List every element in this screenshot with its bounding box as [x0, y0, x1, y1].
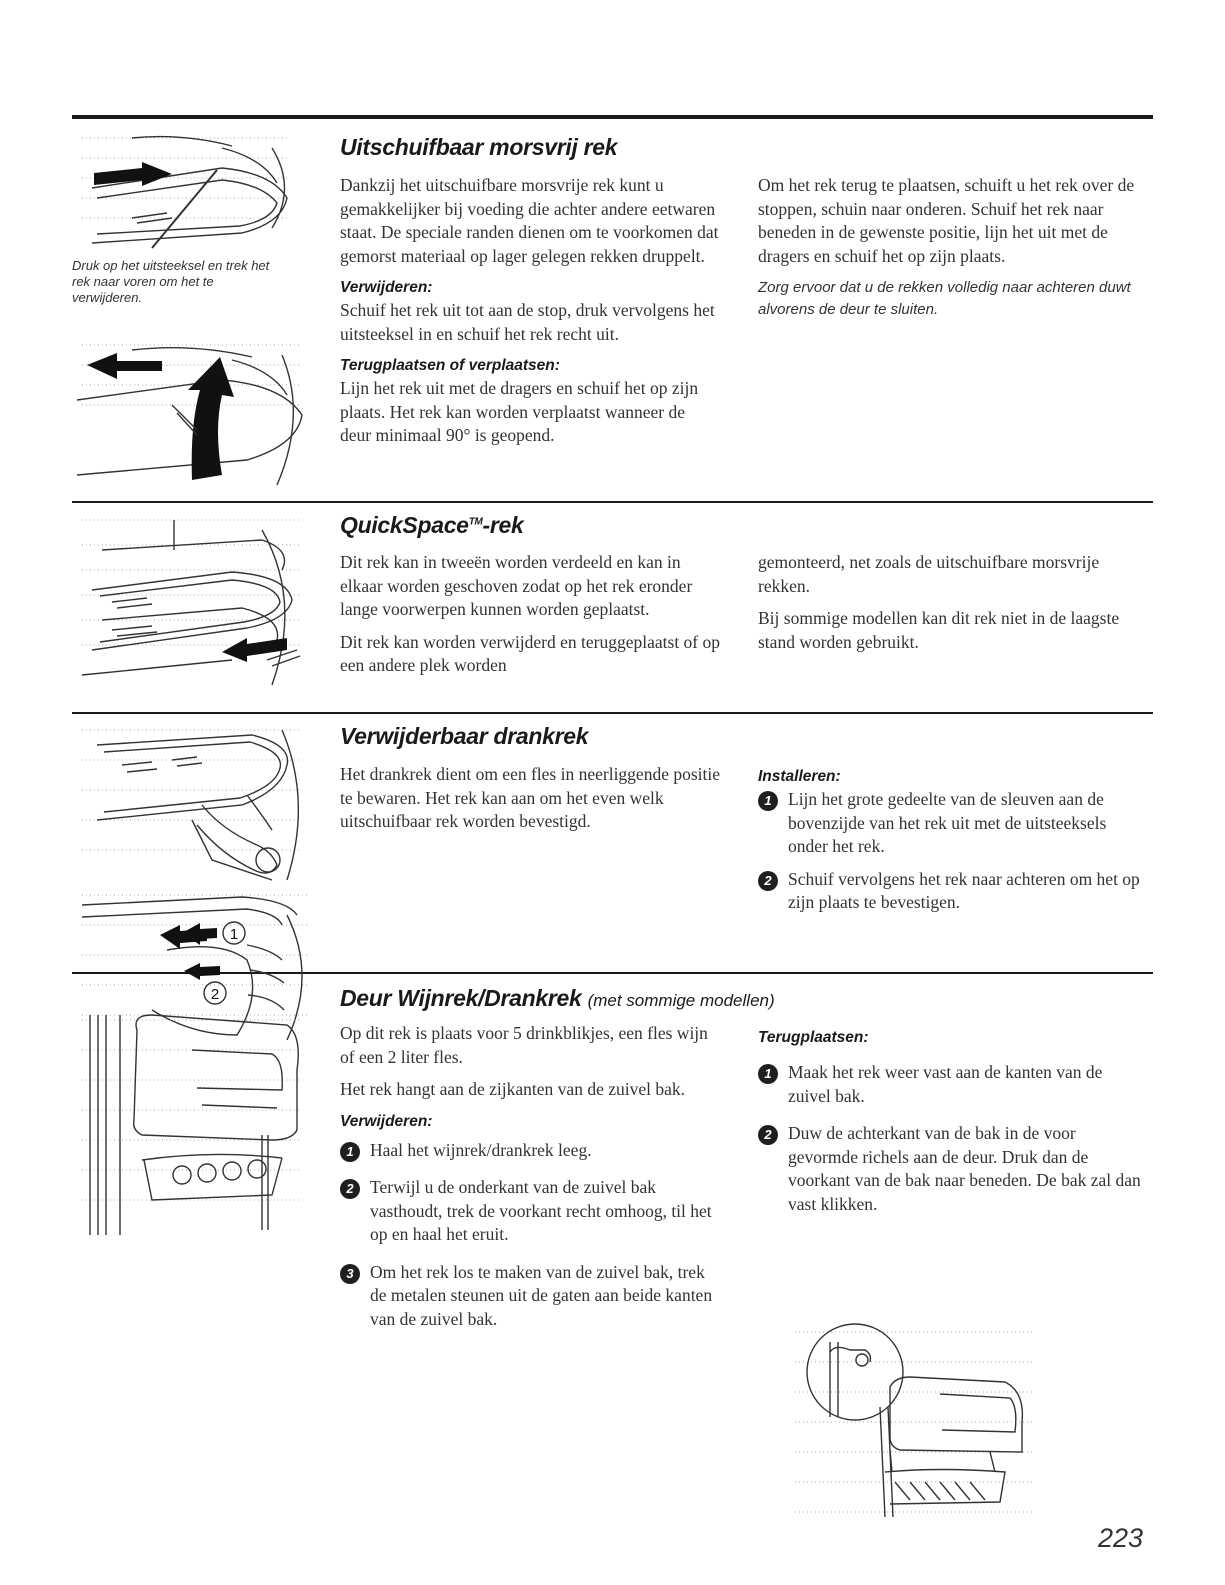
- section2-left-column: [340, 551, 720, 687]
- section-title-deur-wijnrek: [340, 985, 775, 1012]
- replace-step: [758, 1122, 1148, 1216]
- section1-right-text: Om het rek terug te plaatsen, schuift u het rek over de stoppen, schuin naar onderen. Schuif het rek naar beneden in de gewenste positie, lijn het uit met de dragers en schuif het op zijn plaats.: [758, 175, 1135, 266]
- deur-wijnrek-title: Deur Wijnrek/Drankrek: [340, 985, 582, 1011]
- quickspace-p2: Dit rek kan worden verwijderd en teruggeplaatst of op een andere plek worden: [340, 631, 721, 675]
- install-step-text: Schuif vervolgens het rek naar achteren om het op zijn plaats te bevestigen.: [788, 868, 1140, 912]
- replace-heading: Terugplaatsen of verplaatsen:: [340, 357, 560, 374]
- replace-step: [758, 1061, 1148, 1108]
- shelf-caption: Druk op het uitsteeksel en trek het rek naar voren om het te verwijderen.: [72, 258, 270, 305]
- drankrek-intro: Het drankrek dient om een fles in neerliggende positie te bewaren. Het rek kan aan om het even welk uitschuifbaar rek worden bevestigd.: [340, 764, 721, 831]
- section4-left-column: [340, 1022, 725, 1340]
- step-number-badge: 2: [758, 871, 778, 891]
- section-title-quickspace: [340, 512, 524, 539]
- slide-out-shelf-illustration-1: [72, 128, 297, 258]
- remove-step-text: Terwijl u de onderkant van de zuivel bak vasthoudt, trek de voorkant recht omhoog, til het op en haal het eruit.: [370, 1177, 712, 1244]
- section1-note: Zorg ervoor dat u de rekken volledig naar achteren duwt alvorens de deur te sluiten.: [758, 279, 1131, 318]
- remove-heading-deur: Verwijderen:: [340, 1112, 433, 1130]
- quickspace-p3: gemonteerd, net zoals de uitschuifbare morsvrije rekken.: [758, 552, 1100, 596]
- section3-left-column: [340, 763, 725, 843]
- slide-out-shelf-illustration-2: [72, 335, 312, 495]
- quickspace-title: QuickSpace: [340, 512, 469, 538]
- section1-left-column: [340, 174, 720, 457]
- remove-step-text: Haal het wijnrek/drankrek leeg.: [370, 1139, 592, 1160]
- section-divider-top: [72, 115, 1153, 119]
- door-wine-rack-illustration: [72, 1010, 312, 1240]
- section-divider-drankrek: [72, 712, 1153, 714]
- remove-step: [340, 1176, 725, 1247]
- step-number-badge: 1: [340, 1142, 360, 1162]
- fig-callout-2: 2: [210, 986, 220, 1003]
- quickspace-p4: Bij sommige modellen kan dit rek niet in de laagste stand worden gebruikt.: [758, 608, 1120, 652]
- step-number-badge: 2: [758, 1125, 778, 1145]
- quickspace-title-suffix: -rek: [482, 512, 524, 538]
- deur-wijnrek-subtitle: (met sommige modellen): [587, 991, 775, 1010]
- section1-intro: Dankzij het uitschuifbare morsvrije rek kunt u gemakkelijker bij voeding die achter andere eetwaren staat. De speciale randen dienen om te voorkomen dat gemorst materiaal op lager gelegen rekken druppelt.: [340, 175, 719, 266]
- trademark-mark: TM: [468, 516, 483, 528]
- replace-step-text: Duw de achterkant van de bak in de voor gevormde richels aan de deur. Druk dan de voorkant van de bak naar beneden. De bak zal dan vast klikken.: [788, 1123, 1141, 1214]
- section-title-drankrek: Verwijderbaar drankrek: [340, 723, 589, 749]
- remove-text: Schuif het rek uit tot aan de stop, druk vervolgens het uitsteeksel in en schuif het rek recht uit.: [340, 300, 715, 344]
- bottle-rack-illustration-1: [72, 720, 312, 885]
- remove-step: [340, 1139, 725, 1163]
- dairy-bin-rack-illustration: [790, 1322, 1040, 1522]
- quickspace-shelf-illustration: [72, 510, 312, 690]
- install-step: [758, 868, 1148, 915]
- section3-right-column: [758, 764, 1148, 924]
- step-number-badge: 3: [340, 1264, 360, 1284]
- step-number-badge: 1: [758, 1064, 778, 1084]
- page-number: 223: [1097, 1523, 1143, 1553]
- remove-step-text: Om het rek los te maken van de zuivel bak, trek de metalen steunen uit de gaten aan beide kanten van de zuivel bak.: [370, 1261, 713, 1329]
- section-title-uitschuifbaar: Uitschuifbaar morsvrij rek: [340, 134, 618, 160]
- section-divider-quickspace: [72, 501, 1153, 503]
- install-step-text: Lijn het grote gedeelte van de sleuven aan de bovenzijde van het rek uit met de uitsteeksels onder het rek.: [788, 789, 1107, 856]
- replace-text: Lijn het rek uit met de dragers en schuif het op zijn plaats. Het rek kan worden verplaatst wanneer de deur minimaal 90° is geopend.: [340, 378, 699, 445]
- remove-heading: Verwijderen:: [340, 279, 433, 296]
- install-heading: Installeren:: [758, 768, 841, 785]
- section1-right-column: [758, 174, 1148, 321]
- replace-step-text: Maak het rek weer vast aan de kanten van de zuivel bak.: [788, 1062, 1103, 1106]
- deur-wijnrek-p1: Op dit rek is plaats voor 5 drinkblikjes, een fles wijn of een 2 liter fles.: [340, 1023, 708, 1067]
- section4-right-column: [758, 1025, 1148, 1225]
- fig-callout-1: 1: [229, 926, 239, 943]
- section2-right-column: [758, 551, 1148, 663]
- step-number-badge: 1: [758, 791, 778, 811]
- step-number-badge: 2: [340, 1179, 360, 1199]
- quickspace-p1: Dit rek kan in tweeën worden verdeeld en kan in elkaar worden geschoven zodat op het rek eronder lange voorwerpen kunnen worden geplaatst.: [340, 552, 693, 619]
- install-step: [758, 788, 1148, 859]
- replace-heading-deur: Terugplaatsen:: [758, 1029, 869, 1046]
- remove-step: [340, 1261, 725, 1332]
- deur-wijnrek-p2: Het rek hangt aan de zijkanten van de zuivel bak.: [340, 1079, 685, 1099]
